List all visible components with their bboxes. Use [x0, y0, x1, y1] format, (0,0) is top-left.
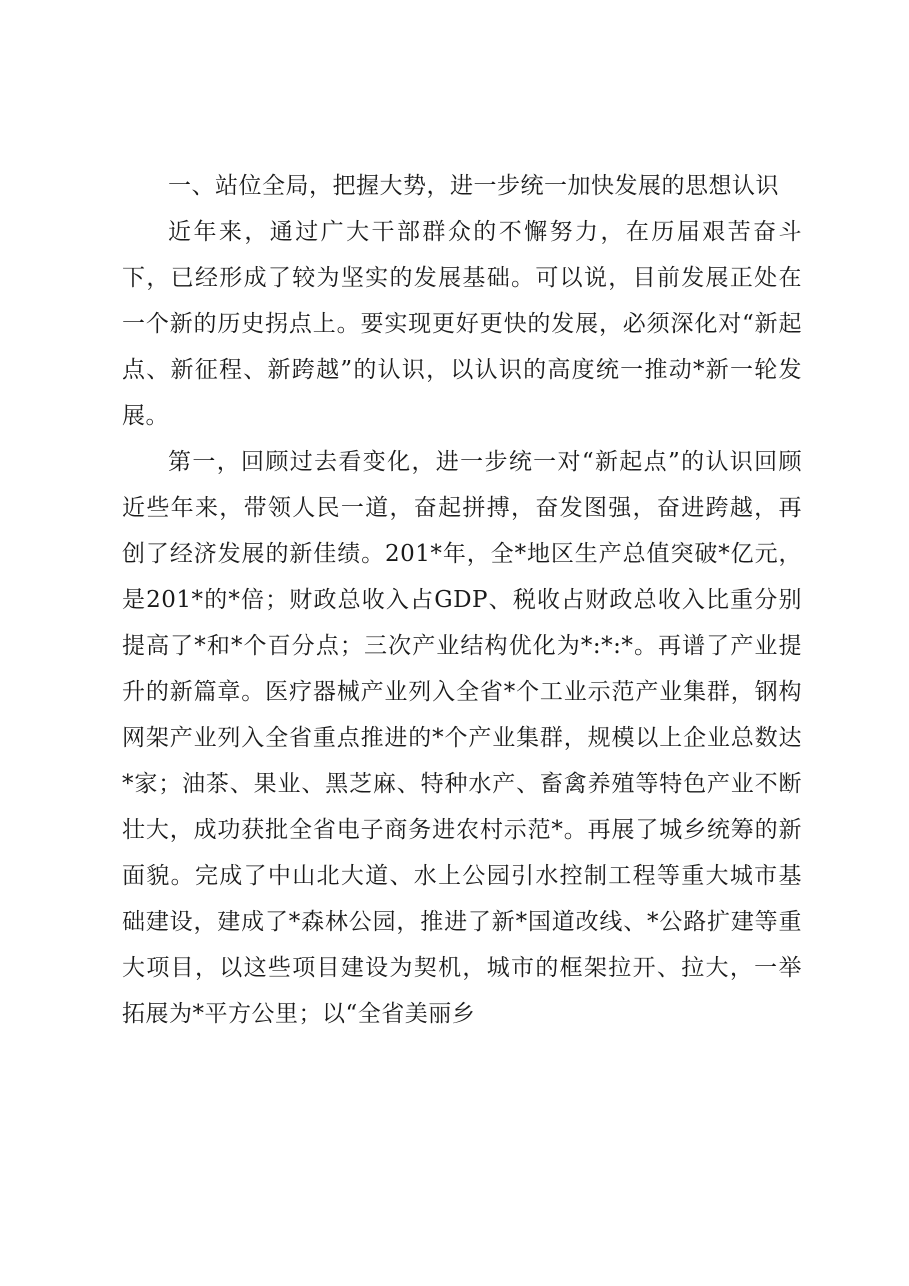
- section-heading: 一、站位全局，把握大势，进一步统一加快发展的思想认识: [168, 173, 779, 199]
- document-body: [122, 163, 802, 1037]
- paragraph: 第一，回顾过去看变化，进一步统一对“新起点”的认识回顾近些年来，带领人民一道，奋起拼搏，奋发图强，奋进跨越，再创了经济发展的新佳绩。201*年，全*地区生产总值突破*亿元，是201*的*倍；财政总收入占GDP、税收占财政总收入比重分别提高了*和*个百分点；三次产业结构优化为*:*:*。再谱了产业提升的新篇章。医疗器械产业列入全省*个工业示范产业集群，钢构网架产业列入全省重点推进的*个产业集群，规模以上企业总数达*家；油茶、果业、黑芝麻、特种水产、畜禽养殖等特色产业不断壮大，成功获批全省电子商务进农村示范*。再展了城乡统筹的新面貌。完成了中山北大道、水上公园引水控制工程等重大城市基础建设，建成了*森林公园，推进了新*国道改线、*公路扩建等重大项目，以这些项目建设为契机，城市的框架拉开、拉大，一举拓展为*平方公里；以“全省美丽乡: [122, 449, 802, 1027]
- paragraph: 近年来，通过广大干部群众的不懈努力，在历届艰苦奋斗下，已经形成了较为坚实的发展基础。可以说，目前发展正处在一个新的历史拐点上。要实现更好更快的发展，必须深化对“新起点、新征程、新跨越”的认识，以认识的高度统一推动*新一轮发展。: [122, 219, 802, 429]
